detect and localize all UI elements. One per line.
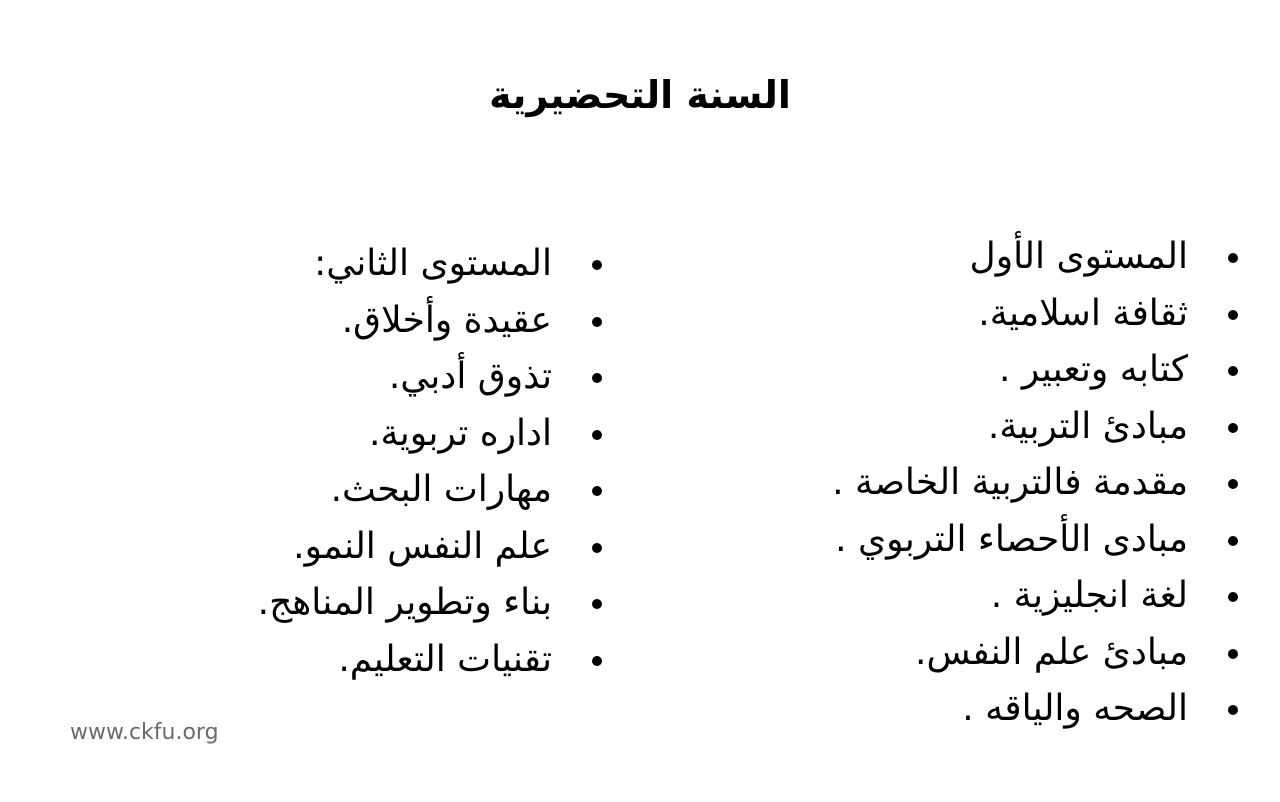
- level-two-list: [42, 236, 602, 688]
- course-label: ثقافة اسلامية.: [978, 292, 1188, 334]
- course-label: لغة انجليزية .: [990, 575, 1188, 616]
- course-label: مهارات البحث.: [330, 469, 552, 510]
- level-two-item: [42, 293, 602, 350]
- course-label: كتابه وتعبير .: [999, 349, 1188, 390]
- level-one-item: [638, 625, 1238, 682]
- level-one-item: [638, 681, 1238, 738]
- bullet-icon: [1228, 649, 1238, 659]
- level-two-heading: المستوى الثاني:: [314, 243, 552, 284]
- bullet-icon: [1228, 423, 1238, 433]
- bullet-icon: [1228, 536, 1238, 546]
- level-one-item: [638, 568, 1238, 625]
- level-one-item: [638, 399, 1238, 456]
- level-two-item: [42, 575, 602, 632]
- level-one-item: [638, 512, 1238, 569]
- level-two-item: [42, 406, 602, 463]
- course-label: اداره تربوية.: [369, 412, 552, 454]
- course-label: مقدمة فالتربية الخاصة .: [832, 462, 1188, 503]
- website-watermark: www.ckfu.org: [70, 720, 219, 745]
- bullet-icon: [1228, 310, 1238, 320]
- course-label: بناء وتطوير المناهج.: [257, 582, 552, 623]
- level-two-item: [42, 519, 602, 576]
- level-two-item: [42, 632, 602, 689]
- level-two-item: [42, 462, 602, 519]
- course-label: الصحه والياقه .: [962, 688, 1188, 729]
- course-label: عقيدة وأخلاق.: [341, 299, 552, 341]
- level-one-item: [638, 455, 1238, 512]
- course-label: مبادئ التربية.: [987, 405, 1188, 447]
- course-label: علم النفس النمو.: [293, 525, 552, 567]
- level-one-item: [638, 286, 1238, 343]
- level-two-item: [42, 236, 602, 293]
- bullet-icon: [592, 430, 602, 440]
- level-two-item: [42, 349, 602, 406]
- course-label: تذوق أدبي.: [388, 356, 552, 397]
- level-one-heading: المستوى الأول: [969, 236, 1188, 277]
- level-one-item: [638, 342, 1238, 399]
- level-one-item: [638, 229, 1238, 286]
- bullet-icon: [592, 317, 602, 327]
- course-label: تقنيات التعليم.: [338, 638, 552, 680]
- course-label: مبادئ علم النفس.: [915, 631, 1188, 673]
- bullet-icon: [592, 543, 602, 553]
- slide-title: السنة التحضيرية: [489, 73, 791, 118]
- level-one-list: [638, 229, 1238, 738]
- bullet-icon: [592, 656, 602, 666]
- course-label: مبادى الأحصاء التربوي .: [835, 518, 1188, 560]
